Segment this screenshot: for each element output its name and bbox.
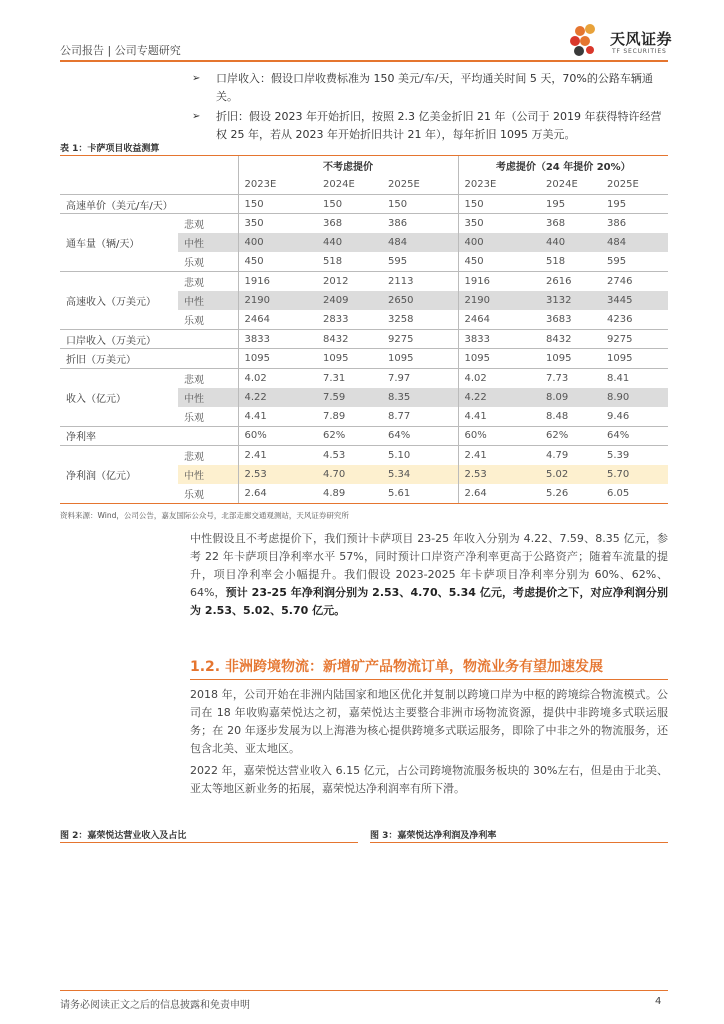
cell: 5.26 [546,488,569,500]
cell: 2.53 [458,465,540,484]
cell: 150 [317,195,382,214]
bullet-text: 口岸收入：假设口岸收费标准为 150 美元/车/天，平均通关时间 5 天，70%的公路车辆通关。 [216,72,653,103]
row-label: 净利润（亿元） [60,445,178,503]
cell: 8.35 [382,388,458,407]
cell: 2113 [382,272,458,291]
table-row [60,272,668,291]
group-with-price-increase: 考虑提价（24 年提价 20%） [458,156,668,175]
scenario-label: 乐观 [184,490,204,502]
cell: 1916 [238,272,317,291]
cell: 2.64 [238,484,317,503]
cell: 4.41 [238,407,317,426]
year-cell: 2025E [388,179,420,191]
table-source: 资料来源：Wind，公司公告，嘉友国际公众号，北部走廊交通观测站，天风证券研究所 [60,511,349,520]
assumption-bullets [190,70,668,146]
table-title: 表 1：卡萨项目收益测算 [60,144,160,154]
row-label: 高速收入（万美元） [60,272,178,330]
arrow-bullet-icon: ➢ [192,111,201,122]
scenario-label: 悲观 [178,368,238,387]
cell: 2.64 [458,484,540,503]
cell: 60% [238,426,317,445]
table-row [60,349,668,368]
cell: 9275 [601,330,668,349]
cell: 7.97 [382,368,458,387]
cell: 2.41 [458,445,540,464]
cell: 4.02 [238,368,317,387]
logo-flower-icon [566,22,606,62]
cell: 8432 [540,330,601,349]
header-divider [60,60,668,62]
cell: 440 [540,233,601,252]
cell: 3833 [238,330,317,349]
cell: 150 [382,195,458,214]
cell: 1916 [458,272,540,291]
cell: 2190 [238,291,317,310]
cell: 595 [388,256,408,268]
cell: 3833 [458,330,540,349]
cell: 62% [317,426,382,445]
cell: 450 [238,252,317,271]
page-number: 4 [655,996,662,1007]
group-no-price-increase: 不考虑提价 [238,156,458,175]
row-label: 通车量（辆/天） [60,214,178,272]
cell: 8.41 [601,368,668,387]
summary-paragraph [190,530,668,620]
scenario-label: 乐观 [184,316,204,328]
cell: 1095 [540,349,601,368]
cell: 350 [238,214,317,233]
cell: 8432 [317,330,382,349]
row-label: 口岸收入（万美元） [60,330,178,349]
cell: 4.89 [323,488,346,500]
row-label: 折旧（万美元） [60,349,178,368]
footer-divider [60,990,668,991]
cell: 2.41 [238,445,317,464]
cell: 5.34 [382,465,458,484]
cell: 450 [458,252,540,271]
cell: 64% [382,426,458,445]
cell: 2464 [238,310,317,329]
cell: 3132 [540,291,601,310]
table-row [60,426,668,445]
bullet-port-revenue [190,70,668,106]
arrow-bullet-icon: ➢ [192,73,201,84]
figure-3-divider [370,842,668,843]
cell: 400 [238,233,317,252]
cell: 4.79 [540,445,601,464]
row-label: 收入（亿元） [60,368,178,426]
figure-2-divider [60,842,358,843]
table-row [60,445,668,464]
scenario-label: 悲观 [178,272,238,291]
table-row [60,195,668,214]
scenario-label: 中性 [178,388,238,407]
figure-2-title: 图 2：嘉荣悦达营业收入及占比 [60,831,187,841]
table-row [60,330,668,349]
cell: 368 [317,214,382,233]
cell: 8.90 [601,388,668,407]
cell: 9.46 [607,410,630,422]
cell: 62% [540,426,601,445]
year-cell: 2024E [546,179,578,191]
scenario-label: 中性 [178,465,238,484]
cell: 8.77 [388,410,411,422]
cell: 1095 [601,349,668,368]
cell: 8.48 [546,410,569,422]
cell: 4.22 [458,388,540,407]
scenario-label: 悲观 [178,445,238,464]
logo-en-text: TF SECURITIES [612,48,667,55]
cell: 1095 [382,349,458,368]
cell: 2409 [317,291,382,310]
bullet-depreciation [190,108,668,144]
cell: 4.22 [238,388,317,407]
cell: 7.89 [323,410,346,422]
cell: 7.73 [540,368,601,387]
section-paragraph-1: 2018 年，公司开始在非洲内陆国家和地区优化并复制以跨境口岸为中枢的跨境综合物流模式。公司在 18 年收购嘉荣悦达之初，嘉荣悦达主要整合非洲市场物流资源，提供中非跨境多式联运服务；在 20 年逐步发展为以上海港为核心提供跨境多式联运服务，即除了中非之外的物流服务，还包含北美、亚太地区。 [190,688,668,755]
cell: 8.09 [540,388,601,407]
cell: 484 [601,233,668,252]
cell: 386 [601,214,668,233]
row-label: 净利率 [60,426,178,445]
cell: 2616 [540,272,601,291]
cell: 195 [540,195,601,214]
cell: 350 [458,214,540,233]
cell: 4236 [607,314,633,326]
cell: 3683 [546,314,572,326]
summary-bold-text: 预计 23-25 年净利润分别为 2.53、4.70、5.34 亿元，考虑提价之下，对应净利润分别为 2.53、5.02、5.70 亿元。 [190,586,669,617]
year-cell: 2023E [238,175,317,194]
scenario-label: 乐观 [184,412,204,424]
section-divider [190,679,668,680]
cell: 5.02 [540,465,601,484]
scenario-label: 中性 [178,291,238,310]
cell: 4.41 [458,407,540,426]
cell: 5.39 [601,445,668,464]
cell: 2746 [601,272,668,291]
cell: 1095 [238,349,317,368]
cell: 60% [458,426,540,445]
bullet-text: 折旧：假设 2023 年开始折旧，按照 2.3 亿美金折旧 21 年（公司于 2019 年获得特许经营权 25 年，若从 2023 年开始折旧共计 21 年），每年折旧 1095 万美元。 [216,110,662,141]
cell: 2833 [323,314,349,326]
cell: 9275 [382,330,458,349]
cell: 2012 [317,272,382,291]
cell: 1095 [317,349,382,368]
logo-cn-text: 天风证券 [610,30,673,48]
company-logo [566,22,673,62]
cell: 368 [540,214,601,233]
cell: 2190 [458,291,540,310]
cell: 2650 [382,291,458,310]
cell: 400 [458,233,540,252]
cell: 2.53 [238,465,317,484]
cell: 440 [317,233,382,252]
year-cell: 2024E [323,179,355,191]
table-row [60,214,668,233]
cell: 5.10 [382,445,458,464]
cell: 386 [382,214,458,233]
disclaimer-text: 请务必阅读正文之后的信息披露和免责申明 [60,1000,250,1011]
scenario-label: 中性 [178,233,238,252]
cell: 518 [323,256,343,268]
cell: 3258 [388,314,414,326]
row-label: 高速单价（美元/车/天） [60,195,178,214]
year-cell: 2023E [458,175,540,194]
figure-3-title: 图 3：嘉荣悦达净利润及净利率 [370,831,497,841]
cell: 2464 [458,310,540,329]
section-paragraph-2: 2022 年，嘉荣悦达营业收入 6.15 亿元，占公司跨境物流服务板块的 30%左右，但是由于北美、亚太等地区新业务的拓展，嘉荣悦达净利润率有所下滑。 [190,764,668,795]
summary-plain-text: 中性假设且不考虑提价下，我们预计卡萨项目 23-25 年收入分别为 4.22、7.59、8.35 亿元，参考 22 年卡萨项目净利率水平 57%，同时预计口岸资产净利率更高于公路资产；随着车流量的提升，项目净利率会小幅提升。我们假设 2023-2025 年卡萨项目净利率分别为 60%、62%、64%， [190,532,668,599]
cell: 5.70 [601,465,668,484]
table-group-header [60,156,668,175]
cell: 1095 [458,349,540,368]
cell: 195 [601,195,668,214]
table-bottom-divider [60,503,668,504]
section-title: 1.2. 非洲跨境物流：新增矿产品物流订单，物流业务有望加速发展 [190,659,603,675]
year-cell: 2025E [607,179,639,191]
scenario-label: 乐观 [184,258,204,270]
cell: 4.70 [317,465,382,484]
cell: 484 [382,233,458,252]
cell: 5.61 [388,488,411,500]
cell: 4.53 [317,445,382,464]
cell: 7.31 [317,368,382,387]
cell: 64% [601,426,668,445]
report-category: 公司报告 | 公司专题研究 [60,44,181,57]
cell: 6.05 [607,488,630,500]
scenario-label: 悲观 [178,214,238,233]
cell: 3445 [601,291,668,310]
cell: 150 [238,195,317,214]
cell: 4.02 [458,368,540,387]
cell: 7.59 [317,388,382,407]
cell: 595 [607,256,627,268]
table-row [60,368,668,387]
cell: 518 [546,256,566,268]
table-year-header [60,175,668,194]
revenue-estimate-table [60,156,668,503]
cell: 150 [458,195,540,214]
